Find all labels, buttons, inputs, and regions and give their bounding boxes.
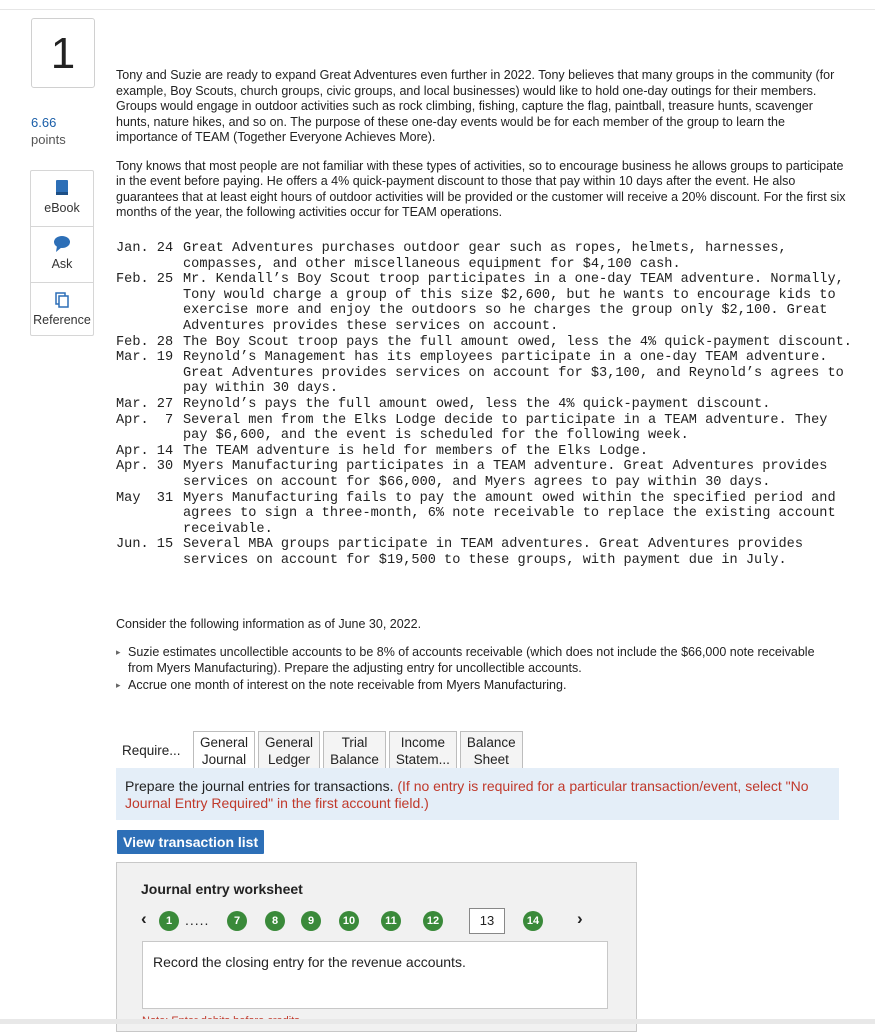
- worksheet-title: Journal entry worksheet: [141, 881, 303, 897]
- tab-trial-balance[interactable]: [323, 731, 386, 769]
- points-label: points: [31, 132, 66, 147]
- transaction-date: Apr. 14: [116, 443, 174, 459]
- consider-text: Consider the following information as of June 30, 2022.: [116, 617, 422, 631]
- tab-label-line1: General: [200, 735, 249, 750]
- question-number: 1: [31, 18, 95, 88]
- step-8[interactable]: 8: [265, 911, 285, 931]
- prev-arrow-icon[interactable]: ‹: [141, 909, 147, 928]
- transaction-list: [116, 241, 856, 568]
- transaction-row: [116, 537, 856, 568]
- transaction-date: May 31: [116, 490, 174, 506]
- tool-panel: [30, 170, 94, 336]
- problem-paragraph-1: Tony and Suzie are ready to expand Great Adventures even further in 2022. Tony believes that many groups in the community (for example, Boy Scouts, church groups, civic groups, and local businesses) would like to hold one-day outings for their members. Groups would engage in outdoor activities such as rock climbing, fishing, capture the flag, paintball, treasure hunts, scavenger hunts, nature hikes, and so on. The purpose of these one-day events would be for each member of the group to learn the importance of TEAM (Together Everyone Achieves More).: [116, 68, 835, 144]
- ebook-label: eBook: [44, 201, 80, 215]
- transaction-text: Several men from the Elks Lodge decide to participate in a TEAM adventure. They pay $6,600, and the event is scheduled for the following week.: [183, 412, 828, 444]
- tab-balance-sheet[interactable]: [460, 731, 523, 769]
- instruction-main: Prepare the journal entries for transactions.: [125, 778, 394, 794]
- transaction-date: Feb. 25: [116, 272, 174, 288]
- transaction-row: [116, 459, 856, 490]
- tab-label-line2: Balance: [330, 752, 379, 767]
- tab-required[interactable]: Require...: [122, 743, 181, 758]
- ask-button[interactable]: [31, 227, 93, 283]
- transaction-date: Mar. 27: [116, 396, 174, 412]
- worksheet-prompt: Record the closing entry for the revenue accounts.: [142, 941, 608, 1009]
- ebook-button[interactable]: [31, 171, 93, 227]
- reference-button[interactable]: [31, 283, 93, 335]
- step-12[interactable]: 12: [423, 911, 443, 931]
- tab-label-line1: Balance: [466, 735, 516, 750]
- step-7[interactable]: 7: [227, 911, 247, 931]
- transaction-text: Myers Manufacturing fails to pay the amount owed within the specified period and agrees to sign a three-month, 6% note receivable to replace the existing account receivable.: [183, 490, 836, 537]
- transaction-text: Several MBA groups participate in TEAM adventures. Great Adventures provides services on account for $19,500 to these groups, with payment due in July.: [183, 537, 803, 568]
- tab-label-line2: Ledger: [268, 752, 311, 767]
- transaction-row: [116, 335, 856, 351]
- tab-general-journal[interactable]: [193, 731, 255, 769]
- bullet-item: ▸ Suzie estimates uncollectible accounts to be 8% of accounts receivable (which does not include the $66,000 note receivable from Myers Manufacturing). Prepare the adjusting entry for uncollectible accounts.: [116, 645, 836, 676]
- transaction-text: Reynold’s pays the full amount owed, less the 4% quick-payment discount.: [183, 396, 771, 412]
- transaction-row: [116, 241, 856, 272]
- answer-tabs: [116, 731, 523, 769]
- step-1[interactable]: 1: [159, 911, 179, 931]
- step-10[interactable]: 10: [339, 911, 359, 931]
- problem-text: [116, 68, 846, 221]
- transaction-date: Jun. 15: [116, 537, 174, 553]
- ask-label: Ask: [51, 257, 73, 271]
- tab-label-line2: Journal: [201, 752, 247, 767]
- problem-paragraph-2: Tony knows that most people are not familiar with these types of activities, so to encourage business he allows groups to participate in the event before paying. He offers a 4% quick-payment discount to those that pay within 10 days after the event. He also guarantees that at least eight hours of outdoor activities will be provided or the customer will receive a 20% discount. For the first six months of the year, the following activities occur for TEAM operations.: [116, 158, 846, 219]
- step-14[interactable]: 14: [523, 911, 543, 931]
- transaction-date: Mar. 19: [116, 350, 174, 366]
- journal-entry-worksheet: [116, 862, 637, 1032]
- tab-label-line2: Sheet: [473, 752, 509, 767]
- tab-label-line2: Statem...: [395, 752, 450, 767]
- transaction-row: [116, 444, 856, 460]
- transaction-date: Feb. 28: [116, 334, 174, 350]
- transaction-row: [116, 350, 856, 397]
- book-icon: [54, 179, 70, 197]
- bullet-item: ▸ Accrue one month of interest on the note receivable from Myers Manufacturing.: [116, 678, 836, 694]
- tab-income-statement[interactable]: [389, 731, 457, 769]
- current-step[interactable]: 13: [469, 908, 505, 934]
- bottom-divider: [0, 1019, 875, 1024]
- top-divider: [0, 9, 875, 10]
- transaction-text: Mr. Kendall’s Boy Scout troop participates in a one-day TEAM adventure. Normally, Tony would charge a group of this size $2,600, but he wants to encourage kids to exercise more and enjoy the outdoors so he charges the group only $2,100. Great Adventures provides these services on account.: [183, 272, 844, 334]
- adjustment-bullets: [116, 645, 836, 696]
- next-arrow-icon[interactable]: ›: [577, 909, 583, 928]
- step-9[interactable]: 9: [301, 911, 321, 931]
- reference-label: Reference: [33, 313, 91, 327]
- transaction-date: Jan. 24: [116, 241, 174, 256]
- transaction-text: Myers Manufacturing participates in a TEAM adventure. Great Adventures provides services on account for $66,000, and Myers agrees to pay within 30 days.: [183, 459, 828, 490]
- instruction-note: (If no entry is required for a particular transaction/event, select "No Journal Entry Required" in the first account field.): [125, 778, 809, 811]
- transaction-text: Reynold’s Management has its employees participate in a one-day TEAM adventure. Great Adventures provides services on account for $3,100, and Reynold’s agrees to pay within 30 days.: [183, 350, 844, 397]
- tab-label-line1: Trial: [341, 735, 368, 750]
- tab-label-line1: Income: [400, 735, 446, 750]
- instruction-banner: [116, 768, 839, 820]
- transaction-date: Apr. 30: [116, 459, 174, 475]
- chat-bubble-icon: [53, 235, 71, 253]
- document-copy-icon: [54, 291, 70, 309]
- transaction-date: Apr. 7: [116, 412, 174, 428]
- transaction-text: Great Adventures purchases outdoor gear such as ropes, helmets, harnesses, compasses, and other miscellaneous equipment for $4,100 cash.: [183, 241, 787, 272]
- transaction-row: [116, 272, 856, 334]
- transaction-text: The Boy Scout troop pays the full amount owed, less the 4% quick-payment discount.: [183, 334, 852, 350]
- view-transaction-list-button[interactable]: View transaction list: [117, 830, 264, 854]
- points-value: 6.66: [31, 115, 57, 130]
- tab-label-line1: General: [265, 735, 314, 750]
- step-11[interactable]: 11: [381, 911, 401, 931]
- transaction-row: [116, 413, 856, 444]
- step-ellipsis: .....: [185, 912, 210, 928]
- worksheet-step-nav: [141, 907, 621, 935]
- transaction-row: [116, 397, 856, 413]
- tab-general-ledger[interactable]: [258, 731, 320, 769]
- transaction-text: The TEAM adventure is held for members of the Elks Lodge.: [183, 443, 648, 459]
- transaction-row: [116, 491, 856, 538]
